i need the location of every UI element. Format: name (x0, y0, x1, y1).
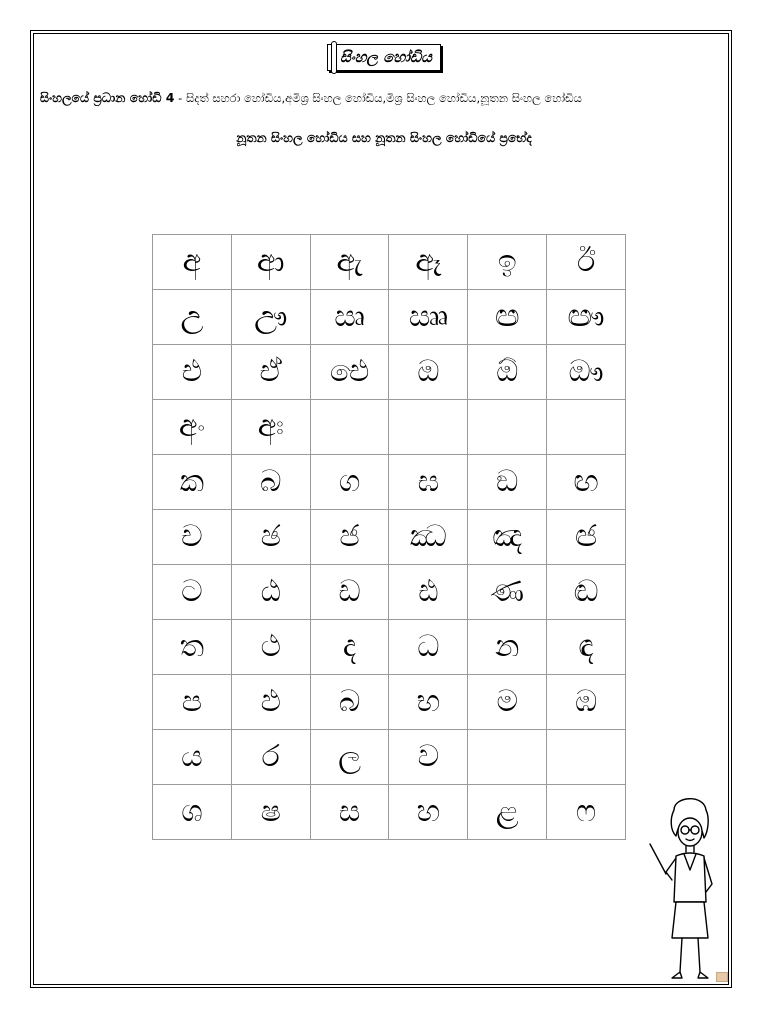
letter-cell: ඎ (389, 290, 468, 345)
corner-logo (716, 972, 728, 982)
title-container (0, 44, 768, 71)
letter-cell: ඞ (468, 455, 547, 510)
table-row (153, 510, 626, 565)
letter-cell: ච (153, 510, 232, 565)
letter-cell: ඤ (468, 510, 547, 565)
letter-cell: ඝ (389, 455, 468, 510)
letter-cell: ධ (389, 620, 468, 675)
letter-cell: උ (153, 290, 232, 345)
letter-cell: ල (310, 730, 389, 785)
letter-cell: හ (389, 785, 468, 840)
letter-cell: ඖ (547, 345, 626, 400)
table-row (153, 620, 626, 675)
letter-cell: ඦ (547, 510, 626, 565)
letter-cell: ඐ (547, 290, 626, 345)
letter-cell: ඍ (310, 290, 389, 345)
letter-cell: ඵ (231, 675, 310, 730)
table-row (153, 345, 626, 400)
subtitle-rest: - සිදත් සහරා හෝඩිය,අමිශ්‍ර සිංහල හෝඩිය,මිශ්‍ර සිංහල හෝඩිය,නූතන සිංහල හෝඩිය (174, 91, 582, 105)
letter-cell: භ (389, 675, 468, 730)
letter-cell: අඃ (231, 400, 310, 455)
letter-cell: න (468, 620, 547, 675)
letter-cell: ජ (310, 510, 389, 565)
letter-cell: ෂ (231, 785, 310, 840)
letter-cell: ඳ (547, 620, 626, 675)
letter-cell: අ (153, 235, 232, 290)
letter-cell: ඓ (310, 345, 389, 400)
page-title: සිංහල හෝඩිය (327, 44, 441, 71)
table-row (153, 290, 626, 345)
alphabet-table (152, 234, 626, 840)
table-row (153, 235, 626, 290)
subtitle-bold: සිංහලයේ ප්‍රධාන හෝඩි 4 (40, 90, 175, 105)
section-heading: නූතන සිංහල හෝඩිය සහ නූතන සිංහල හෝඩියේ ප්‍රභේද (236, 130, 532, 145)
letter-cell: ට (153, 565, 232, 620)
letter-cell: ය (153, 730, 232, 785)
teacher-illustration (646, 792, 726, 988)
letter-cell: ඊ (547, 235, 626, 290)
letter-cell: ර (231, 730, 310, 785)
letter-cell: ස (310, 785, 389, 840)
letter-cell: ඔ (389, 345, 468, 400)
letter-cell: ක (153, 455, 232, 510)
table-row (153, 785, 626, 840)
table-row (153, 455, 626, 510)
table-row (153, 730, 626, 785)
letter-cell: ඨ (231, 565, 310, 620)
letter-cell: ශ (153, 785, 232, 840)
letter-cell: ඩ (310, 565, 389, 620)
letter-cell: ඪ (389, 565, 468, 620)
table-row (153, 400, 626, 455)
letter-cell (547, 400, 626, 455)
letter-cell (310, 400, 389, 455)
letter-cell (547, 730, 626, 785)
letter-cell: ග (310, 455, 389, 510)
letter-cell: ත (153, 620, 232, 675)
letter-cell: බ (310, 675, 389, 730)
letter-cell: එ (153, 345, 232, 400)
letter-cell: ප (153, 675, 232, 730)
table-row (153, 565, 626, 620)
letter-cell: ඟ (547, 455, 626, 510)
letter-cell: ඕ (468, 345, 547, 400)
letter-cell (468, 730, 547, 785)
letter-cell: ඬ (547, 565, 626, 620)
letter-cell: බ (231, 455, 310, 510)
subtitle-line (40, 90, 730, 106)
letter-cell: ඹ (547, 675, 626, 730)
letter-cell: ඏ (468, 290, 547, 345)
letter-cell: ඒ (231, 345, 310, 400)
table-row (153, 675, 626, 730)
letter-cell: ව (389, 730, 468, 785)
letter-cell: ද (310, 620, 389, 675)
letter-cell: ඡ (231, 510, 310, 565)
letter-cell: ඈ (389, 235, 468, 290)
letter-cell: ඉ (468, 235, 547, 290)
letter-cell (468, 400, 547, 455)
letter-cell: ෆ (547, 785, 626, 840)
letter-cell: අං (153, 400, 232, 455)
letter-cell: ඌ (231, 290, 310, 345)
letter-cell: ම (468, 675, 547, 730)
letter-cell: ථ (231, 620, 310, 675)
letter-cell: ආ (231, 235, 310, 290)
letter-cell: ඇ (310, 235, 389, 290)
letter-cell: ණ (468, 565, 547, 620)
letter-cell: ළ (468, 785, 547, 840)
letter-cell (389, 400, 468, 455)
letter-cell: ඣ (389, 510, 468, 565)
